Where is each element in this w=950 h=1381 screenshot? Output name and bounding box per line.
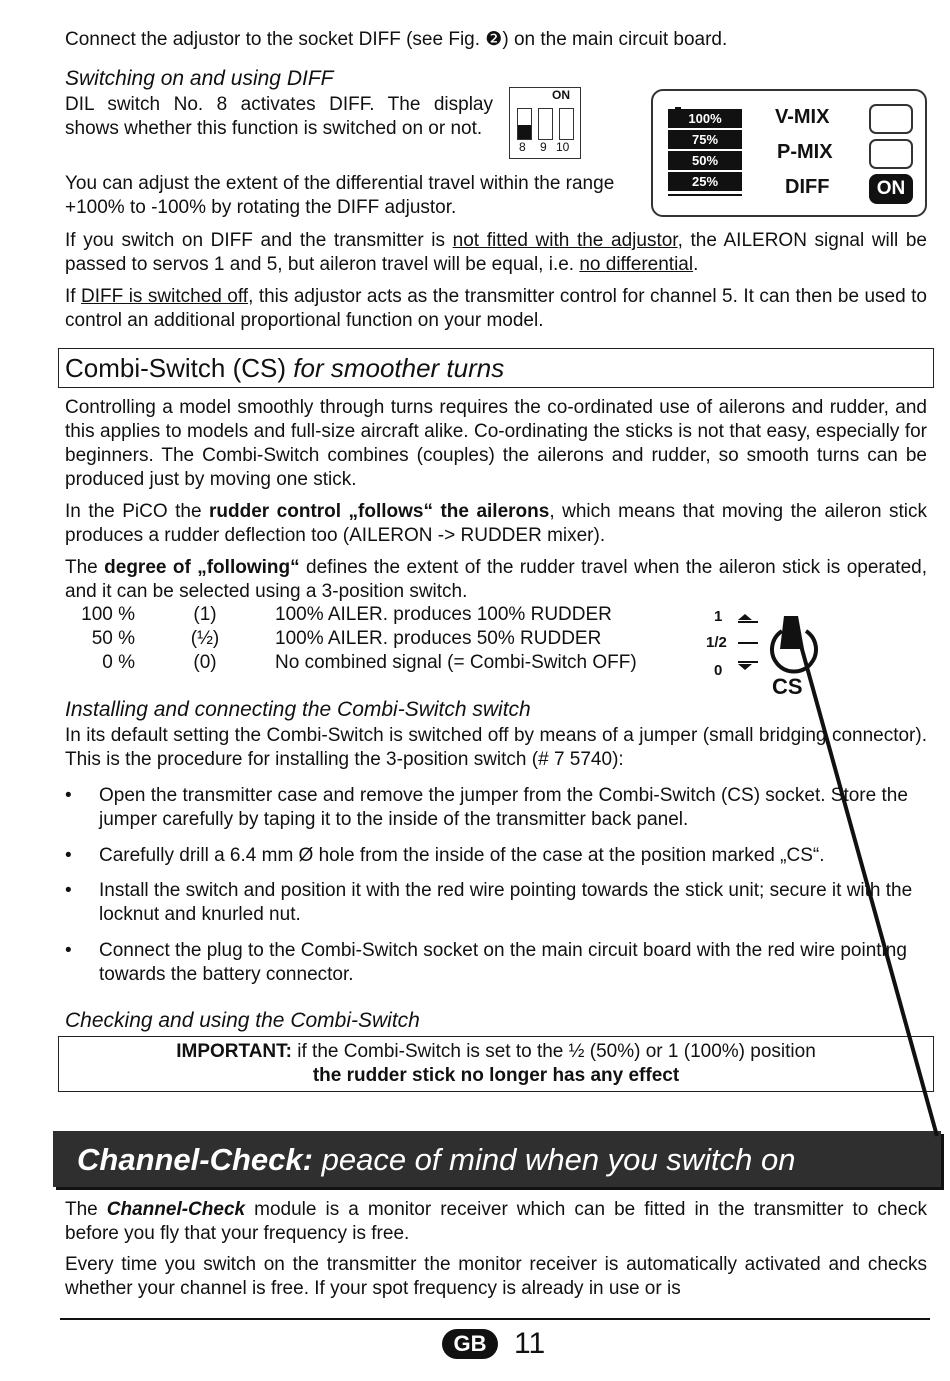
table-row-2-desc: 100% AILER. produces 50% RUDDER [275, 628, 602, 649]
combi-p3: The degree of „following“ defines the extent of the rudder travel when the aileron stick is operated, and it can be selected using a 3-position switch. [65, 557, 927, 602]
table-row-1-pct: 100 % [81, 604, 135, 625]
table-row-2-pos: (½) [190, 628, 220, 649]
channel-check-p2: Every time you switch on the transmitter the monitor receiver is automatically activated and checks whether your channel is free. If your spot frequency is already in use or is [65, 1254, 927, 1299]
install-p: In its default setting the Combi-Switch is switched off by means of a jumper (small bridging connector). This is the procedure for installing the 3-position switch (# 7 5740): [65, 725, 927, 770]
diff-p1: DIL switch No. 8 activates DIFF. The display shows whether this function is switched on or not. [65, 94, 493, 139]
list-item: • Carefully drill a 6.4 mm Ø hole from the inside of the case at the position marked „CS“. [65, 845, 825, 866]
dil-num-9: 9 [540, 140, 547, 154]
install-heading: Installing and connecting the Combi-Switch switch [65, 698, 531, 721]
diff-heading: Switching on and using DIFF [65, 67, 334, 90]
table-row-1-desc: 100% AILER. produces 100% RUDDER [275, 604, 612, 625]
dil-on-label: ON [552, 88, 570, 102]
combi-p2: In the PiCO the rudder control „follows“ the ailerons, which means that moving the aileron stick produces a rudder deflection too (AILERON -> RUDDER mixer). [65, 501, 927, 546]
diff-label: DIFF [785, 176, 830, 198]
switch-pos-0: 0 [714, 662, 723, 679]
check-heading: Checking and using the Combi-Switch [65, 1009, 420, 1032]
table-row-3-pos: (0) [193, 652, 217, 673]
level-50: 50% [668, 151, 742, 170]
important-line-1: IMPORTANT: if the Combi-Switch is set to the ½ (50%) or 1 (100%) position [176, 1041, 816, 1062]
level-75: 75% [668, 130, 742, 149]
switch-pos-1: 1 [714, 608, 723, 625]
footer-rule [60, 1318, 930, 1320]
table-row-2-pct: 50 % [91, 628, 135, 649]
list-item: • Connect the plug to the Combi-Switch socket on the main circuit board with the red wire pointing towards the battery connector. [65, 940, 907, 985]
level-100: 100% [668, 109, 742, 128]
table-row-3-desc: No combined signal (= Combi-Switch OFF) [275, 652, 637, 673]
diff-p2: You can adjust the extent of the differential travel within the range +100% to -100% by rotating the DIFF adjustor. [65, 173, 615, 218]
channel-check-title: Channel-Check: peace of mind when you switch on [77, 1142, 796, 1177]
combi-heading: Combi-Switch (CS) for smoother turns [65, 353, 505, 383]
list-item: • Open the transmitter case and remove the jumper from the Combi-Switch (CS) socket. Store the jumper carefully by taping it to the inside of the transmitter back panel. [65, 785, 908, 830]
dil-num-8: 8 [519, 140, 526, 154]
level-25: 25% [668, 172, 742, 191]
table-row-3-pct: 0 % [102, 652, 135, 673]
switch-pos-half: 1/2 [706, 634, 727, 651]
diff-p4: If DIFF is switched off, this adjustor acts as the transmitter control for channel 5. It can then be used to control an additional proportional function on your model. [65, 286, 927, 331]
diff-on-indicator: ON [869, 174, 913, 204]
diff-p3: If you switch on DIFF and the transmitter is not fitted with the adjustor, the AILERON signal will be passed to servos 1 and 5, but aileron travel will be equal, i.e. no differential. [65, 230, 927, 275]
channel-check-p1: The Channel-Check module is a monitor receiver which can be fitted in the transmitter to check before you fly that your frequency is free. [65, 1199, 927, 1244]
cs-label: CS [772, 674, 803, 699]
language-badge: GB [442, 1329, 498, 1359]
list-item: • Install the switch and position it with the red wire pointing towards the stick unit; secure it with the locknut and knurled nut. [65, 880, 913, 925]
important-line-2: the rudder stick no longer has any effect [312, 1065, 680, 1086]
intro-text: Connect the adjustor to the socket DIFF (see Fig. ❷) on the main circuit board. [65, 29, 728, 50]
pmix-label: P-MIX [777, 141, 833, 163]
combi-p1: Controlling a model smoothly through turns requires the co-ordinated use of ailerons and rudder, and this applies to models and full-size aircraft alike. Co-ordinating the sticks is not that easy, especially for beginners. The Combi-Switch combines (couples) the ailerons and rudder, so smooth turns can be produced just by moving one stick. [65, 397, 927, 490]
vmix-label: V-MIX [775, 106, 830, 128]
page-number: 11 [514, 1327, 546, 1360]
dil-num-10: 10 [556, 140, 570, 154]
table-row-1-pos: (1) [193, 604, 217, 625]
